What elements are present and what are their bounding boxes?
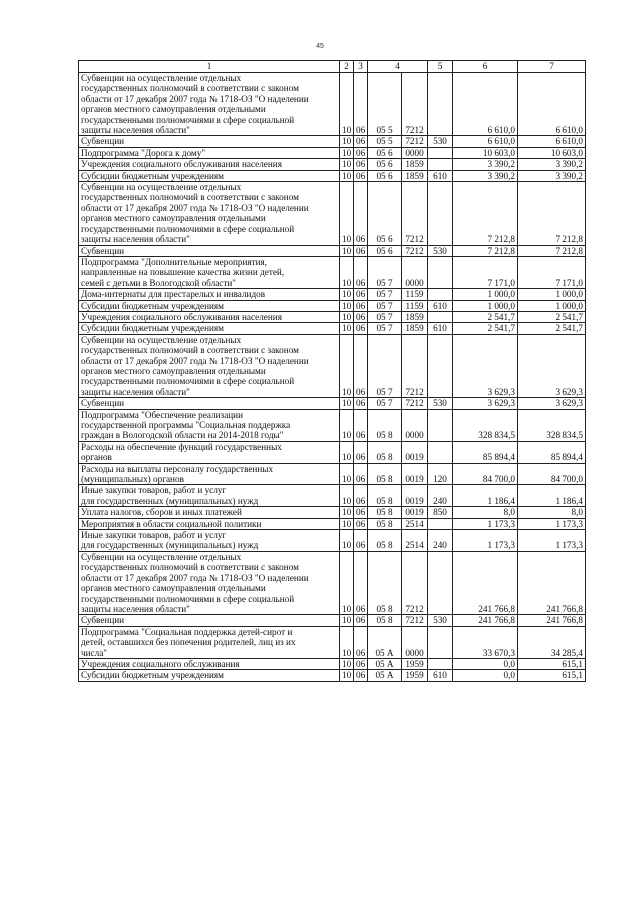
expense-code-cell: 0000 [402,147,428,158]
subsection-code-cell: 06 [354,73,368,136]
program-code-cell: 05 5 [368,73,402,136]
amount-col7-cell: 6 610,0 [518,136,586,147]
amount-col6-cell: 3 390,2 [453,159,518,170]
program-code-cell: 05 5 [368,136,402,147]
section-code-cell: 10 [340,73,354,136]
table-row [79,182,586,245]
expense-type-cell [428,256,453,288]
header-col-4: 4 [368,61,428,73]
expense-code-cell: 1159 [402,300,428,311]
amount-col7-cell: 615,1 [518,658,586,669]
expense-type-cell [428,289,453,300]
expense-type-cell: 240 [428,530,453,552]
section-code-cell: 10 [340,441,354,463]
section-code-cell: 10 [340,485,354,507]
program-code-cell: 05 6 [368,245,402,256]
program-code-cell: 05 8 [368,518,402,529]
program-code-cell: 05 8 [368,551,402,614]
section-code-cell: 10 [340,670,354,681]
table-row [79,463,586,485]
section-code-cell: 10 [340,159,354,170]
subsection-code-cell: 06 [354,289,368,300]
expense-code-cell: 1859 [402,311,428,322]
subsection-code-cell: 06 [354,409,368,441]
program-code-cell: 05 7 [368,323,402,334]
row-name-cell: Субвенции [79,136,340,147]
amount-col7-cell: 241 766,8 [518,615,586,626]
expense-type-cell: 610 [428,323,453,334]
amount-col7-cell: 1 000,0 [518,289,586,300]
expense-type-cell: 530 [428,136,453,147]
section-code-cell: 10 [340,615,354,626]
row-name-cell: Субвенции [79,245,340,256]
program-code-cell: 05 7 [368,334,402,397]
row-name-cell: Субвенции [79,398,340,409]
section-code-cell: 10 [340,147,354,158]
expense-type-cell: 610 [428,670,453,681]
expense-code-cell: 1959 [402,658,428,669]
table-row [79,136,586,147]
amount-col6-cell: 3 390,2 [453,170,518,181]
row-name-cell: Учреждения социального обслуживания населения [79,159,340,170]
amount-col6-cell: 84 700,0 [453,463,518,485]
expense-code-cell: 2514 [402,530,428,552]
section-code-cell: 10 [340,507,354,518]
header-col-1: 1 [79,61,340,73]
row-name-cell: Субсидии бюджетным учреждениям [79,670,340,681]
program-code-cell: 05 6 [368,159,402,170]
table-row [79,159,586,170]
expense-code-cell: 7212 [402,334,428,397]
amount-col7-cell: 1 186,4 [518,485,586,507]
subsection-code-cell: 06 [354,300,368,311]
section-code-cell: 10 [340,300,354,311]
subsection-code-cell: 06 [354,518,368,529]
program-code-cell: 05 8 [368,615,402,626]
program-code-cell: 05 7 [368,300,402,311]
expense-type-cell [428,182,453,245]
section-code-cell: 10 [340,311,354,322]
subsection-code-cell: 06 [354,323,368,334]
amount-col6-cell: 7 171,0 [453,256,518,288]
expense-code-cell: 0019 [402,485,428,507]
table-row [79,256,586,288]
subsection-code-cell: 06 [354,615,368,626]
header-col-6: 6 [453,61,518,73]
program-code-cell: 05 7 [368,256,402,288]
program-code-cell: 05 А [368,670,402,681]
expense-code-cell: 7212 [402,615,428,626]
program-code-cell: 05 8 [368,530,402,552]
program-code-cell: 05 А [368,626,402,658]
subsection-code-cell: 06 [354,256,368,288]
row-name-cell: Подпрограмма "Обеспечение реализации государственной программы "Социальная поддержка граждан в Вологодской области на 2014-2018 годы" [79,409,340,441]
expense-type-cell: 530 [428,398,453,409]
expense-type-cell [428,551,453,614]
table-row [79,289,586,300]
subsection-code-cell: 06 [354,182,368,245]
expense-type-cell: 120 [428,463,453,485]
subsection-code-cell: 06 [354,507,368,518]
subsection-code-cell: 06 [354,334,368,397]
table-row [79,170,586,181]
amount-col6-cell: 33 670,3 [453,626,518,658]
expense-code-cell: 7212 [402,182,428,245]
header-col-3: 3 [354,61,368,73]
row-name-cell: Расходы на выплаты персоналу государственных (муниципальных) органов [79,463,340,485]
amount-col6-cell: 241 766,8 [453,615,518,626]
section-code-cell: 10 [340,398,354,409]
program-code-cell: 05 8 [368,485,402,507]
amount-col7-cell: 8,0 [518,507,586,518]
table-row [79,245,586,256]
section-code-cell: 10 [340,323,354,334]
amount-col7-cell: 1 000,0 [518,300,586,311]
amount-col6-cell: 2 541,7 [453,311,518,322]
program-code-cell: 05 6 [368,147,402,158]
expense-type-cell [428,73,453,136]
row-name-cell: Мероприятия в области социальной политики [79,518,340,529]
expense-code-cell: 1159 [402,289,428,300]
subsection-code-cell: 06 [354,441,368,463]
section-code-cell: 10 [340,256,354,288]
table-row [79,323,586,334]
program-code-cell: 05 8 [368,507,402,518]
amount-col6-cell: 7 212,8 [453,245,518,256]
section-code-cell: 10 [340,463,354,485]
amount-col7-cell: 85 894,4 [518,441,586,463]
program-code-cell: 05 8 [368,441,402,463]
expense-type-cell: 530 [428,245,453,256]
amount-col7-cell: 7 212,8 [518,245,586,256]
header-col-5: 5 [428,61,453,73]
expense-code-cell: 0000 [402,626,428,658]
table-row [79,615,586,626]
budget-table [78,60,586,682]
subsection-code-cell: 06 [354,159,368,170]
program-code-cell: 05 7 [368,398,402,409]
amount-col7-cell: 615,1 [518,670,586,681]
subsection-code-cell: 06 [354,147,368,158]
section-code-cell: 10 [340,551,354,614]
subsection-code-cell: 06 [354,136,368,147]
expense-code-cell: 7212 [402,73,428,136]
amount-col6-cell: 1 000,0 [453,300,518,311]
expense-code-cell: 0019 [402,507,428,518]
expense-code-cell: 1859 [402,170,428,181]
row-name-cell: Подпрограмма "Социальная поддержка детей-сирот и детей, оставшихся без попечения родителей, лиц из их числа" [79,626,340,658]
section-code-cell: 10 [340,182,354,245]
expense-type-cell: 610 [428,300,453,311]
section-code-cell: 10 [340,518,354,529]
section-code-cell: 10 [340,136,354,147]
section-code-cell: 10 [340,409,354,441]
amount-col6-cell: 6 610,0 [453,136,518,147]
amount-col6-cell: 6 610,0 [453,73,518,136]
expense-code-cell: 1859 [402,323,428,334]
expense-type-cell [428,441,453,463]
expense-code-cell: 2514 [402,518,428,529]
table-row [79,311,586,322]
row-name-cell: Подпрограмма "Дополнительные мероприятия, направленные на повышение качества жизни детей, семей с детьми в Вологодской области" [79,256,340,288]
amount-col6-cell: 3 629,3 [453,334,518,397]
row-name-cell: Иные закупки товаров, работ и услуг для государственных (муниципальных) нужд [79,485,340,507]
header-col-2: 2 [340,61,354,73]
expense-code-cell: 7212 [402,245,428,256]
subsection-code-cell: 06 [354,170,368,181]
expense-code-cell: 0019 [402,441,428,463]
amount-col6-cell: 0,0 [453,670,518,681]
row-name-cell: Субвенции на осуществление отдельных государственных полномочий в соответствии с законом области от 17 декабря 2007 года № 1718-ОЗ "О наделении органов местного самоуправления отдельными государственными полномочиями в сфере социальной защиты населения области" [79,334,340,397]
amount-col6-cell: 0,0 [453,658,518,669]
row-name-cell: Уплата налогов, сборов и иных платежей [79,507,340,518]
expense-code-cell: 7212 [402,398,428,409]
section-code-cell: 10 [340,289,354,300]
program-code-cell: 05 7 [368,311,402,322]
expense-code-cell: 0019 [402,463,428,485]
amount-col6-cell: 10 603,0 [453,147,518,158]
row-name-cell: Субвенции [79,615,340,626]
table-row [79,485,586,507]
expense-type-cell: 610 [428,170,453,181]
row-name-cell: Учреждения социального обслуживания [79,658,340,669]
expense-code-cell: 1959 [402,670,428,681]
amount-col6-cell: 1 000,0 [453,289,518,300]
subsection-code-cell: 06 [354,245,368,256]
expense-type-cell [428,334,453,397]
subsection-code-cell: 06 [354,626,368,658]
subsection-code-cell: 06 [354,658,368,669]
amount-col7-cell: 2 541,7 [518,323,586,334]
row-name-cell: Субсидии бюджетным учреждениям [79,300,340,311]
page-number: 45 [316,43,324,50]
program-code-cell: 05 6 [368,170,402,181]
table-row [79,147,586,158]
row-name-cell: Субвенции на осуществление отдельных государственных полномочий в соответствии с законом области от 17 декабря 2007 года № 1718-ОЗ "О наделении органов местного самоуправления отдельными государственными полномочиями в сфере социальной защиты населения области" [79,73,340,136]
amount-col7-cell: 328 834,5 [518,409,586,441]
amount-col6-cell: 2 541,7 [453,323,518,334]
program-code-cell: 05 6 [368,182,402,245]
row-name-cell: Субвенции на осуществление отдельных государственных полномочий в соответствии с законом области от 17 декабря 2007 года № 1718-ОЗ "О наделении органов местного самоуправления отдельными государственными полномочиями в сфере социальной защиты населения области" [79,182,340,245]
amount-col6-cell: 85 894,4 [453,441,518,463]
expense-code-cell: 0000 [402,409,428,441]
amount-col6-cell: 328 834,5 [453,409,518,441]
amount-col7-cell: 1 173,3 [518,530,586,552]
amount-col7-cell: 3 629,3 [518,334,586,397]
expense-code-cell: 7212 [402,136,428,147]
table-row [79,507,586,518]
amount-col6-cell: 241 766,8 [453,551,518,614]
row-name-cell: Дома-интернаты для престарелых и инвалидов [79,289,340,300]
row-name-cell: Иные закупки товаров, работ и услуг для государственных (муниципальных) нужд [79,530,340,552]
expense-type-cell [428,311,453,322]
program-code-cell: 05 7 [368,289,402,300]
table-row [79,409,586,441]
subsection-code-cell: 06 [354,463,368,485]
row-name-cell: Субсидии бюджетным учреждениям [79,170,340,181]
expense-type-cell [428,409,453,441]
program-code-cell: 05 8 [368,409,402,441]
table-row [79,626,586,658]
section-code-cell: 10 [340,334,354,397]
subsection-code-cell: 06 [354,551,368,614]
amount-col7-cell: 7 171,0 [518,256,586,288]
subsection-code-cell: 06 [354,398,368,409]
expense-code-cell: 0000 [402,256,428,288]
expense-code-cell: 1859 [402,159,428,170]
table-row [79,300,586,311]
header-col-7: 7 [518,61,586,73]
table-row [79,334,586,397]
expense-type-cell [428,626,453,658]
amount-col7-cell: 7 212,8 [518,182,586,245]
subsection-code-cell: 06 [354,670,368,681]
table-row [79,441,586,463]
expense-type-cell [428,147,453,158]
amount-col6-cell: 8,0 [453,507,518,518]
amount-col7-cell: 2 541,7 [518,311,586,322]
amount-col6-cell: 3 629,3 [453,398,518,409]
section-code-cell: 10 [340,530,354,552]
expense-type-cell [428,518,453,529]
expense-type-cell [428,159,453,170]
table-row [79,398,586,409]
section-code-cell: 10 [340,245,354,256]
row-name-cell: Субвенции на осуществление отдельных государственных полномочий в соответствии с законом области от 17 декабря 2007 года № 1718-ОЗ "О наделении органов местного самоуправления отдельными государственными полномочиями в сфере социальной защиты населения области" [79,551,340,614]
amount-col7-cell: 3 390,2 [518,159,586,170]
amount-col7-cell: 1 173,3 [518,518,586,529]
amount-col7-cell: 84 700,0 [518,463,586,485]
section-code-cell: 10 [340,170,354,181]
amount-col7-cell: 3 629,3 [518,398,586,409]
row-name-cell: Субсидии бюджетным учреждениям [79,323,340,334]
expense-code-cell: 7212 [402,551,428,614]
row-name-cell: Расходы на обеспечение функций государственных органов [79,441,340,463]
table-row [79,518,586,529]
subsection-code-cell: 06 [354,530,368,552]
program-code-cell: 05 8 [368,463,402,485]
program-code-cell: 05 А [368,658,402,669]
amount-col7-cell: 241 766,8 [518,551,586,614]
header-row [79,61,586,73]
amount-col7-cell: 34 285,4 [518,626,586,658]
amount-col7-cell: 6 610,0 [518,73,586,136]
section-code-cell: 10 [340,626,354,658]
expense-type-cell: 850 [428,507,453,518]
table-row [79,530,586,552]
amount-col7-cell: 3 390,2 [518,170,586,181]
table-row [79,551,586,614]
table-row [79,73,586,136]
expense-type-cell [428,658,453,669]
expense-type-cell: 530 [428,615,453,626]
subsection-code-cell: 06 [354,311,368,322]
row-name-cell: Учреждения социального обслуживания населения [79,311,340,322]
subsection-code-cell: 06 [354,485,368,507]
amount-col6-cell: 1 173,3 [453,530,518,552]
amount-col6-cell: 1 186,4 [453,485,518,507]
table-row [79,658,586,669]
amount-col6-cell: 1 173,3 [453,518,518,529]
expense-type-cell: 240 [428,485,453,507]
table-row [79,670,586,681]
amount-col6-cell: 7 212,8 [453,182,518,245]
row-name-cell: Подпрограмма "Дорога к дому" [79,147,340,158]
section-code-cell: 10 [340,658,354,669]
amount-col7-cell: 10 603,0 [518,147,586,158]
